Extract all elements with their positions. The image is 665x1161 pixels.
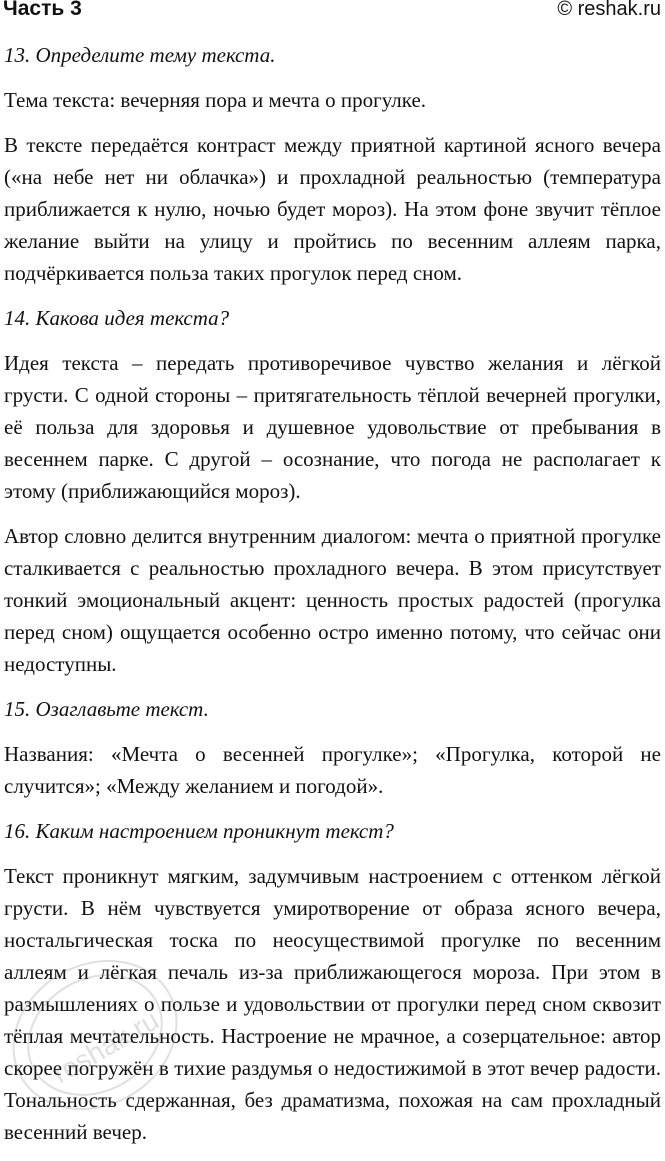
answer-16-paragraph-1: Текст проникнут мягким, задумчивым настроением с оттенком лёгкой грусти. В нём чувствуется умиротворение от образа ясного вечера, ностальгическая тоска по неосуществимой прогулке по весенним аллеям и лёгкая печаль из-за приближающегося мороза. При этом в размышлениях о пользе и удовольствии от прогулки перед сном сквозит тёплая мечтательность. Настроение не мрачное, а созерцательное: автор скорее погружён в тихие раздумья о недостижимой в этот вечер радости. Тональность сдержанная, без драматизма, похожая на сам прохладный весенний вечер. — [4, 864, 661, 1144]
page-header — [0, 0, 665, 26]
answer-13-paragraph-1: Тема текста: вечерняя пора и мечта о прогулке. — [4, 88, 427, 112]
question-15: 15. Озаглавьте текст. — [4, 697, 209, 721]
section-13 — [4, 39, 661, 289]
section-15 — [4, 693, 661, 802]
answer-14-paragraph-2: Автор словно делится внутренним диалогом: мечта о приятной прогулке сталкивается с реальностью прохладного вечера. В этом присутствует тонкий эмоциональный акцент: ценность простых радостей (прогулка перед сном) ощущается особенно остро именно потому, что сейчас они недоступны. — [4, 524, 661, 676]
site-credit: © reshak.ru — [557, 0, 661, 20]
part-title: Часть 3 — [3, 0, 82, 20]
answer-14-paragraph-1: Идея текста – передать противоречивое чувство желания и лёгкой грусти. С одной стороны – притягательность тёплой вечерней прогулки, её польза для здоровья и душевное удовольствие от пребывания в весеннем парке. С другой – осознание, что погода не располагает к этому (приближающийся мороз). — [4, 351, 661, 503]
answer-15-paragraph-1: Названия: «Мечта о весенней прогулке»; «Прогулка, которой не случится»; «Между желанием и погодой». — [4, 742, 661, 798]
watermark-text: reshak.ru — [47, 1004, 164, 1090]
question-14: 14. Какова идея текста? — [4, 306, 230, 330]
document-body — [4, 39, 661, 1161]
answer-13-paragraph-2: В тексте передаётся контраст между приятной картиной ясного вечера («на небе нет ни облачка») и прохладной реальностью (температура приближается к нулю, ночью будет мороз). На этом фоне звучит тёплое желание выйти на улицу и пройтись по весенним аллеям парка, подчёркивается польза таких прогулок перед сном. — [4, 133, 661, 285]
section-16 — [4, 815, 661, 1148]
section-14 — [4, 302, 661, 680]
question-16: 16. Каким настроением проникнут текст? — [4, 819, 394, 843]
question-13: 13. Определите тему текста. — [4, 43, 276, 67]
